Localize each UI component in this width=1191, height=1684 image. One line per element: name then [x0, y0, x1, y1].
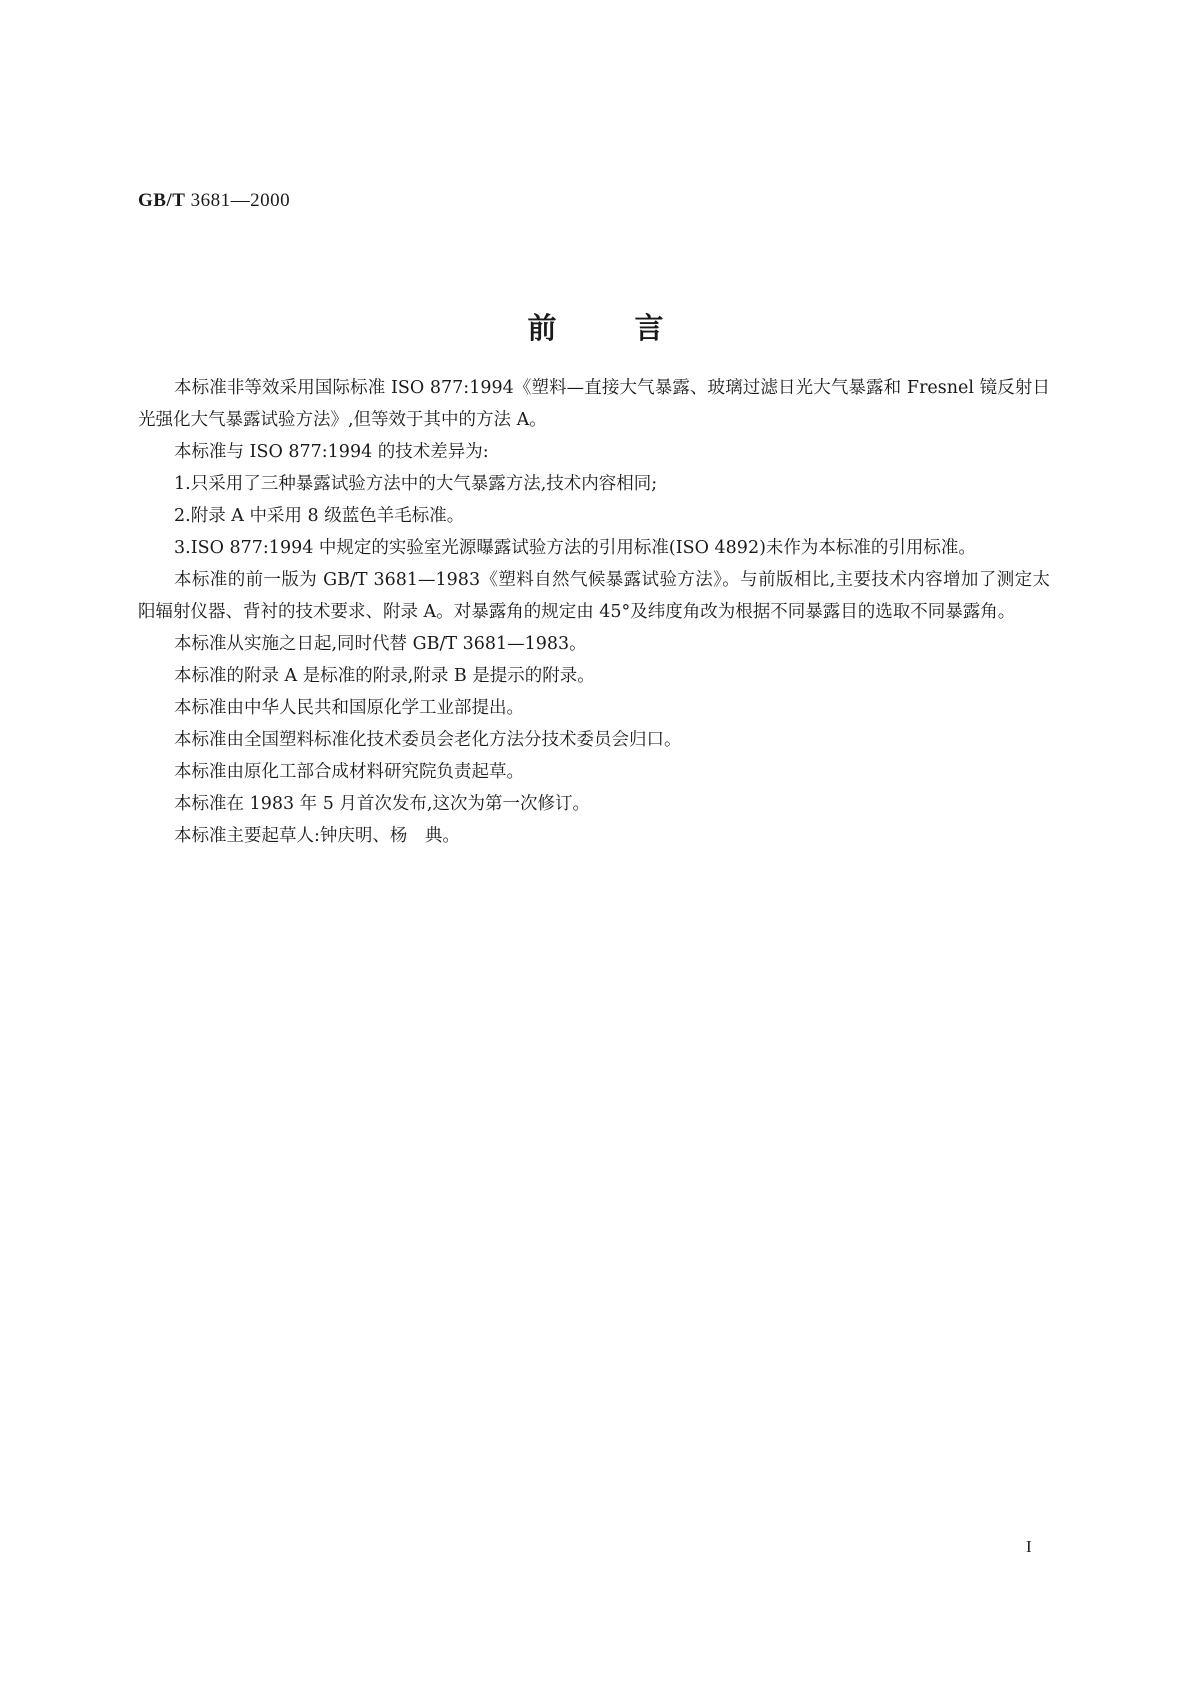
paragraph-drafted-by: 本标准由原化工部合成材料研究院负责起草。	[174, 762, 524, 782]
paragraph-previous-edition: 本标准的前一版为 GB/T 3681—1983《塑料自然气候暴露试验方法》。与前版相比,主要技术内容增加了测定太阳辐射仪器、背衬的技术要求、附录 A。对暴露角的规定由 45°及纬度角改为根据不同暴露目的选取不同暴露角。	[138, 570, 1050, 622]
standard-code-prefix: GB/T	[138, 190, 186, 211]
paragraph-centralized-by: 本标准由全国塑料标准化技术委员会老化方法分技术委员会归口。	[174, 730, 682, 750]
paragraph-replacement: 本标准从实施之日起,同时代替 GB/T 3681—1983。	[174, 634, 587, 654]
standard-code-header	[138, 190, 290, 212]
paragraph-difference-2: 2.附录 A 中采用 8 级蓝色羊毛标准。	[174, 506, 465, 526]
standard-code-number: 3681—2000	[190, 190, 291, 211]
paragraph-adoption: 本标准非等效采用国际标准 ISO 877:1994《塑料—直接大气暴露、玻璃过滤日光大气暴露和 Fresnel 镜反射日光强化大气暴露试验方法》,但等效于其中的方法 A。	[138, 378, 1050, 430]
paragraph-appendices: 本标准的附录 A 是标准的附录,附录 B 是提示的附录。	[174, 666, 595, 686]
paragraph-proposed-by: 本标准由中华人民共和国原化学工业部提出。	[174, 698, 524, 718]
paragraph-difference-3: 3.ISO 877:1994 中规定的实验室光源曝露试验方法的引用标准(ISO 4892)未作为本标准的引用标准。	[174, 538, 976, 558]
paragraph-publication-history: 本标准在 1983 年 5 月首次发布,这次为第一次修订。	[174, 794, 590, 814]
page-number: I	[1026, 1537, 1032, 1556]
paragraph-drafters: 本标准主要起草人:钟庆明、杨 典。	[174, 826, 460, 846]
foreword-body	[138, 372, 1050, 852]
paragraph-differences-intro: 本标准与 ISO 877:1994 的技术差异为:	[174, 442, 489, 462]
page-title: 前言	[527, 311, 742, 345]
paragraph-difference-1: 1.只采用了三种暴露试验方法中的大气暴露方法,技术内容相同;	[174, 474, 658, 494]
